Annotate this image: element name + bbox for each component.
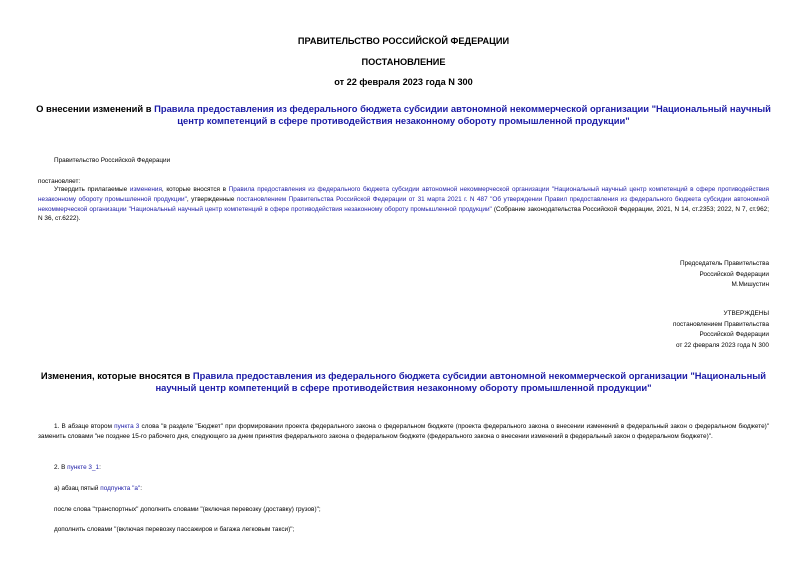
approved-country: Российской Федерации [699, 331, 769, 339]
changes-link[interactable]: изменения [129, 186, 162, 193]
document-title-prefix: О внесении изменений в [36, 103, 155, 114]
government-name: ПРАВИТЕЛЬСТВО РОССИЙСКОЙ ФЕДЕРАЦИИ [297, 36, 510, 46]
change-item-1 [38, 422, 769, 442]
approved-by: постановлением Правительства [673, 320, 769, 328]
subpoint-a-link[interactable]: подпункта "а" [100, 485, 141, 492]
signature-name: М.Мишустин [731, 281, 769, 289]
change-item-2-text-b: : [99, 464, 101, 471]
resolution-text-4: (Собрание законодательства Российской Федерации, 2021, N 14, ст.2353; 2022, N 7, ст.962; N 36, ст.6222). [38, 205, 769, 223]
government-label: Правительство Российской Федерации [54, 157, 171, 164]
changes-title-link[interactable]: Правила предоставления из федерального бюджета субсидии автономной некоммерческой организации "Национальный научный центр компетенций в сфере противодействия незаконному обороту промышленной продукции" [155, 370, 767, 393]
resolution-text-3: , утвержденные [186, 195, 237, 203]
change-item-3-text-a: а) абзац пятый [54, 485, 101, 492]
approved-date: от 22 февраля 2023 года N 300 [676, 341, 769, 349]
resolution-paragraph [38, 185, 769, 224]
changes-title [30, 370, 777, 394]
changes-title-prefix: Изменения, которые вносятся в [40, 370, 193, 381]
change-item-2-text-a: 2. В [54, 464, 68, 471]
document-title-link[interactable]: Правила предоставления из федерального бюджета субсидии автономной некоммерческой организации "Национальный научный центр компетенций в сфере противодействия незаконному обороту промышленной продукции" [154, 103, 771, 126]
approved-block [673, 309, 769, 351]
change-item-3-text-b: : [140, 485, 142, 492]
signature-position: Председатель Правительства [680, 260, 769, 267]
change-item-1-text-a: 1. В абзаце втором [54, 423, 115, 430]
document-type: ПОСТАНОВЛЕНИЕ [361, 57, 446, 67]
signature-country: Российской Федерации [699, 270, 769, 278]
change-item-1-text-b: слова "в разделе "Бюджет" при формировании проекта федерального закона о федеральном бюджете (проекта федерального закона о внесении изменений в федеральный закон о федеральном бюджете)" заменить словами "не позднее 15-го рабочего дня, следующего за днем принятия федерального закона о федеральном бюджете (федерального закона о внесении изменений в федеральный закон о федеральном бюджете)". [38, 423, 770, 440]
signature-block [680, 259, 769, 291]
decree-487-link[interactable]: постановлением Правительства Российской Федерации от 31 марта 2021 г. N 487 "Об утверждении Правил предоставления из федерального бюджета субсидии автономной некоммерческой организации "Национальный научный центр компетенций в сфере противодействия незаконному обороту промышленной продукции" [38, 195, 769, 213]
document-date-number: от 22 февраля 2023 года N 300 [334, 77, 473, 87]
change-item-4: после слова "транспортных" дополнить словами "(включая перевозку (доставку) грузов)"; [54, 506, 321, 513]
document-title [30, 103, 777, 127]
resolution-text-1: Утвердить прилагаемые [54, 186, 130, 193]
change-item-2 [54, 463, 101, 473]
resolution-text-2: , которые вносятся в [161, 186, 229, 193]
rules-link[interactable]: Правила предоставления из федерального бюджета субсидии автономной некоммерческой организации "Национальный научный центр компетенций в сфере противодействия незаконному обороту промышленной продукции" [38, 186, 769, 203]
point-3-link[interactable]: пункта 3 [114, 423, 140, 430]
approved-label: УТВЕРЖДЕНЫ [723, 310, 769, 317]
change-item-3 [54, 484, 142, 494]
resolves-label: постановляет: [38, 178, 81, 185]
point-3-1-link[interactable]: пункте 3_1 [67, 464, 100, 471]
change-item-5: дополнить словами "(включая перевозку пассажиров и багажа легковым такси)"; [54, 526, 295, 533]
